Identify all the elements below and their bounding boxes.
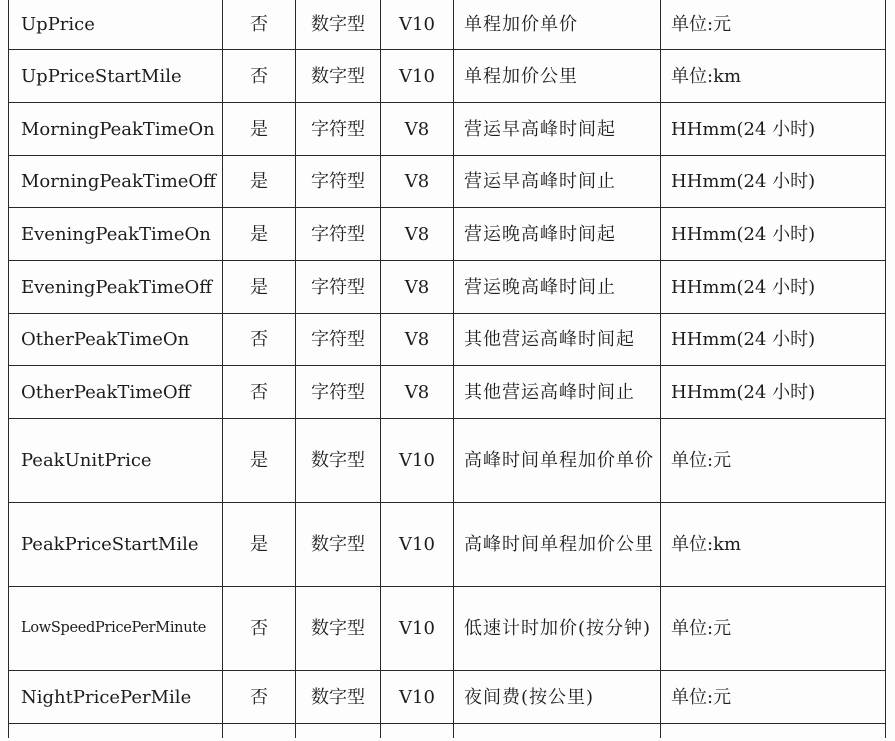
table-row xyxy=(9,103,886,156)
field-name-cell: PeakPriceStartMile xyxy=(9,503,223,587)
description-cell: 其他营运高峰时间止 xyxy=(454,366,661,419)
required-cell: 是 xyxy=(223,503,296,587)
note-cell: HHmm(24 小时) xyxy=(661,314,886,366)
table-row xyxy=(9,587,886,671)
note-cell: HHmm(24 小时) xyxy=(661,261,886,314)
note-cell: 单位:元 xyxy=(661,587,886,671)
note-cell: HHmm(24 小时) xyxy=(661,156,886,208)
required-cell: 是 xyxy=(223,103,296,156)
table-body xyxy=(9,0,886,738)
table-row xyxy=(9,503,886,587)
field-name-cell: UpPrice xyxy=(9,0,223,50)
note-cell: HHmm(24 小时) xyxy=(661,208,886,261)
length-cell: V10 xyxy=(381,503,454,587)
required-cell: 否 xyxy=(223,50,296,103)
data-type-cell: 数字型 xyxy=(296,0,381,50)
note-cell: HHmm(24 小时) xyxy=(661,103,886,156)
data-type-cell: 数字型 xyxy=(296,419,381,503)
description-cell: 夜间费(按公里) xyxy=(454,671,661,724)
note-cell: 单位:km xyxy=(661,503,886,587)
data-type-cell: 字符型 xyxy=(296,208,381,261)
note-cell: 单位:元 xyxy=(661,0,886,50)
table-row xyxy=(9,671,886,724)
description-cell: 营运晚高峰时间止 xyxy=(454,261,661,314)
length-cell: V8 xyxy=(381,208,454,261)
length-cell: V8 xyxy=(381,156,454,208)
required-cell: 是 xyxy=(223,419,296,503)
required-cell: 是 xyxy=(223,261,296,314)
field-name-cell: NightPricePerMile xyxy=(9,671,223,724)
field-name-cell: OtherPeakTimeOff xyxy=(9,366,223,419)
field-definition-table-sheet xyxy=(8,0,885,738)
field-name-cell: PeakUnitPrice xyxy=(9,419,223,503)
length-cell: V10 xyxy=(381,50,454,103)
field-definition-table xyxy=(8,0,886,738)
description-cell: 低速计时加价(按分钟) xyxy=(454,587,661,671)
description-cell: 高峰时间单程加价单价 xyxy=(454,419,661,503)
note-cell: 单位:元 xyxy=(661,419,886,503)
data-type-cell: 数字型 xyxy=(296,503,381,587)
description-cell: 营运晚高峰时间起 xyxy=(454,208,661,261)
table-row xyxy=(9,261,886,314)
table-row xyxy=(9,366,886,419)
description-cell: 营运早高峰时间止 xyxy=(454,156,661,208)
description-cell: 营运早高峰时间起 xyxy=(454,103,661,156)
length-cell: V8 xyxy=(381,261,454,314)
description-cell: 单程加价公里 xyxy=(454,50,661,103)
required-cell: 是 xyxy=(223,156,296,208)
field-name-cell: EveningPeakTimeOn xyxy=(9,208,223,261)
table-row xyxy=(9,419,886,503)
data-type-cell: 字符型 xyxy=(296,103,381,156)
required-cell: 否 xyxy=(223,587,296,671)
data-type-cell: 数字型 xyxy=(296,50,381,103)
table-row xyxy=(9,314,886,366)
length-cell: V10 xyxy=(381,0,454,50)
data-type-cell: 字符型 xyxy=(296,314,381,366)
table-row xyxy=(9,50,886,103)
length-cell: V8 xyxy=(381,366,454,419)
required-cell: 否 xyxy=(223,671,296,724)
description-cell: 高峰时间单程加价公里 xyxy=(454,503,661,587)
table-row xyxy=(9,0,886,50)
length-cell: V8 xyxy=(381,103,454,156)
data-type-cell: 数字型 xyxy=(296,587,381,671)
note-cell: 单位:km xyxy=(661,50,886,103)
length-cell: V10 xyxy=(381,671,454,724)
required-cell: 是 xyxy=(223,208,296,261)
required-cell: 否 xyxy=(223,366,296,419)
length-cell: V10 xyxy=(381,587,454,671)
data-type-cell: 字符型 xyxy=(296,261,381,314)
table-row-continuation-edge xyxy=(9,724,886,738)
field-name-cell: EveningPeakTimeOff xyxy=(9,261,223,314)
required-cell: 否 xyxy=(223,314,296,366)
note-cell: HHmm(24 小时) xyxy=(661,366,886,419)
data-type-cell: 数字型 xyxy=(296,671,381,724)
description-cell: 其他营运高峰时间起 xyxy=(454,314,661,366)
note-cell: 单位:元 xyxy=(661,671,886,724)
data-type-cell: 字符型 xyxy=(296,156,381,208)
field-name-cell: MorningPeakTimeOn xyxy=(9,103,223,156)
length-cell: V8 xyxy=(381,314,454,366)
description-cell: 单程加价单价 xyxy=(454,0,661,50)
field-name-cell: MorningPeakTimeOff xyxy=(9,156,223,208)
table-row xyxy=(9,156,886,208)
data-type-cell: 字符型 xyxy=(296,366,381,419)
field-name-cell: LowSpeedPricePerMinute xyxy=(9,587,223,671)
required-cell: 否 xyxy=(223,0,296,50)
field-name-cell: OtherPeakTimeOn xyxy=(9,314,223,366)
field-name-cell: UpPriceStartMile xyxy=(9,50,223,103)
table-row xyxy=(9,208,886,261)
length-cell: V10 xyxy=(381,419,454,503)
